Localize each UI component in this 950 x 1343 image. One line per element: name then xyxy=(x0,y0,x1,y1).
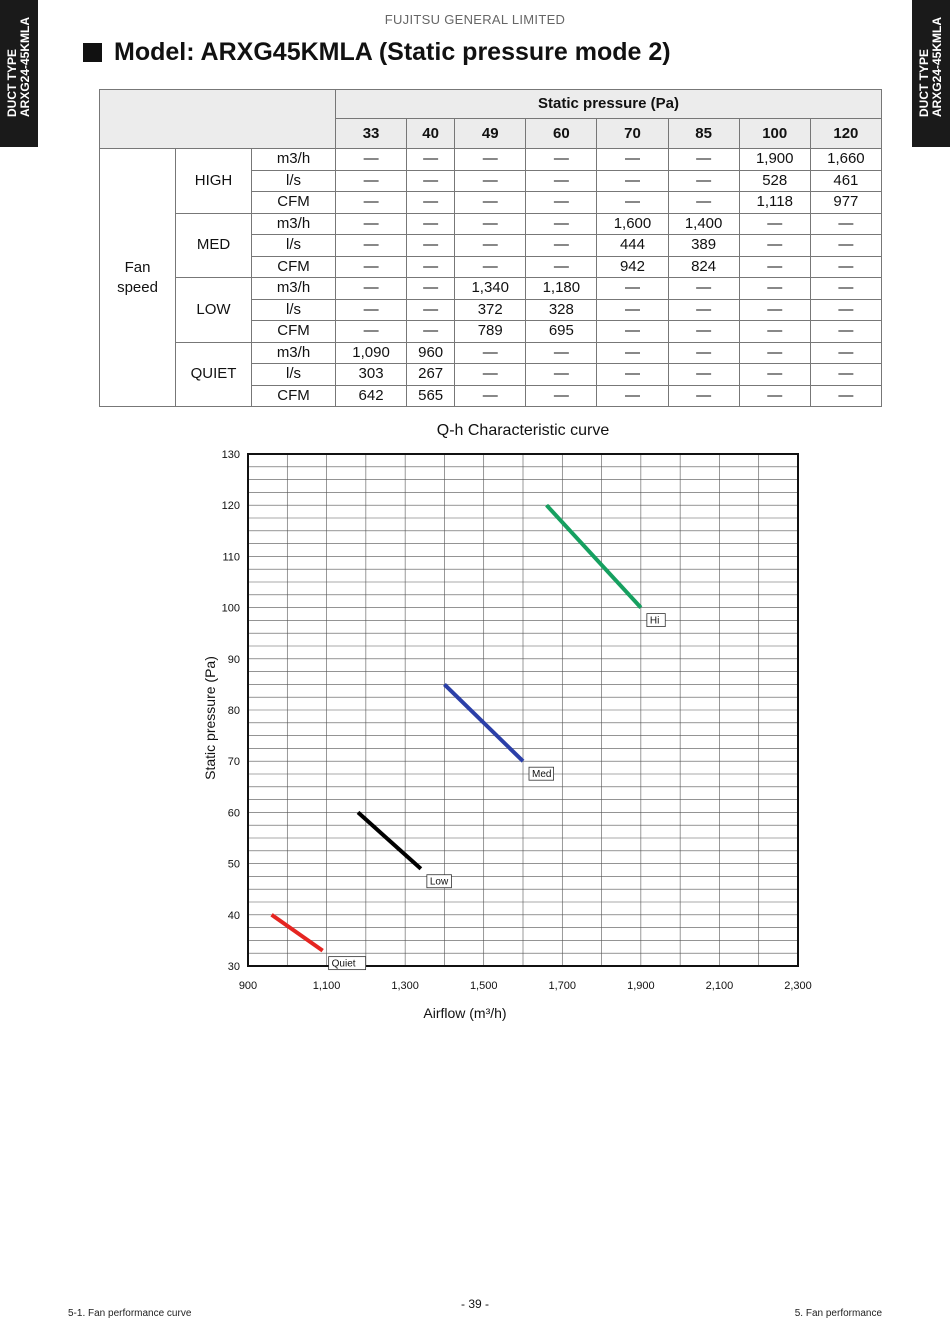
value-cell: 528 xyxy=(739,170,810,192)
value-cell: — xyxy=(810,213,881,235)
value-cell: 1,400 xyxy=(668,213,739,235)
unit-cell: CFM xyxy=(252,321,336,343)
value-cell: 942 xyxy=(597,256,668,278)
value-cell: — xyxy=(810,342,881,364)
speed-name: LOW xyxy=(176,278,252,343)
value-cell: — xyxy=(455,342,526,364)
pressure-column-header: 40 xyxy=(407,119,455,149)
value-cell: 1,090 xyxy=(336,342,407,364)
x-tick-label: 1,900 xyxy=(627,980,655,992)
unit-cell: m3/h xyxy=(252,149,336,171)
y-tick-label: 120 xyxy=(221,500,240,513)
title-text: Model: ARXG45KMLA (Static pressure mode 2) xyxy=(114,38,671,66)
unit-cell: CFM xyxy=(252,192,336,214)
table-row xyxy=(100,213,882,235)
value-cell: — xyxy=(668,321,739,343)
chart-title: Q-h Characteristic curve xyxy=(436,422,610,439)
table-row xyxy=(100,149,882,171)
y-tick-label: 60 xyxy=(227,807,240,820)
static-pressure-header: Static pressure (Pa) xyxy=(336,90,882,119)
value-cell: — xyxy=(407,192,455,214)
pressure-column-header: 33 xyxy=(336,119,407,149)
side-tab-line2: ARXG24-45KMLA xyxy=(18,16,32,117)
fan-performance-table xyxy=(99,89,882,407)
y-tick-label: 110 xyxy=(222,551,240,564)
value-cell: 303 xyxy=(336,364,407,386)
value-cell: — xyxy=(455,364,526,386)
value-cell: — xyxy=(739,321,810,343)
y-tick-label: 100 xyxy=(221,602,240,615)
value-cell: 977 xyxy=(810,192,881,214)
value-cell: — xyxy=(668,278,739,300)
y-tick-label: 130 xyxy=(221,449,240,461)
series-label-low: Low xyxy=(429,876,449,888)
value-cell: 372 xyxy=(455,299,526,321)
value-cell: — xyxy=(810,235,881,257)
x-tick-label: 900 xyxy=(238,980,258,992)
y-tick-label: 70 xyxy=(227,756,240,769)
speed-name: QUIET xyxy=(176,342,252,407)
y-tick-label: 80 xyxy=(227,705,240,717)
value-cell: — xyxy=(597,321,668,343)
series-line-low xyxy=(358,812,421,868)
value-cell: — xyxy=(526,256,597,278)
table-row xyxy=(100,342,882,364)
pressure-column-header: 60 xyxy=(526,119,597,149)
value-cell: — xyxy=(407,149,455,171)
series-label-quiet: Quiet xyxy=(331,958,356,970)
value-cell: — xyxy=(526,192,597,214)
value-cell: — xyxy=(455,385,526,407)
value-cell: — xyxy=(336,299,407,321)
value-cell: — xyxy=(455,149,526,171)
value-cell: — xyxy=(407,235,455,257)
value-cell: 642 xyxy=(336,385,407,407)
value-cell: 824 xyxy=(668,256,739,278)
value-cell: — xyxy=(810,364,881,386)
value-cell: — xyxy=(336,170,407,192)
x-tick-label: 1,300 xyxy=(391,980,419,992)
x-tick-label: 1,100 xyxy=(312,980,341,992)
value-cell: — xyxy=(597,192,668,214)
value-cell: — xyxy=(526,149,597,171)
value-cell: — xyxy=(668,149,739,171)
value-cell: — xyxy=(526,342,597,364)
value-cell: — xyxy=(810,299,881,321)
value-cell: — xyxy=(407,278,455,300)
x-tick-label: 1,700 xyxy=(548,980,577,992)
value-cell: — xyxy=(336,192,407,214)
table-row xyxy=(100,278,882,300)
value-cell: — xyxy=(336,213,407,235)
series-label-med: Med xyxy=(532,769,552,781)
value-cell: 1,180 xyxy=(526,278,597,300)
value-cell: — xyxy=(526,213,597,235)
pressure-column-header: 120 xyxy=(810,119,881,149)
value-cell: 1,118 xyxy=(739,192,810,214)
value-cell: — xyxy=(739,364,810,386)
unit-cell: m3/h xyxy=(252,278,336,300)
value-cell: 267 xyxy=(407,364,455,386)
value-cell: — xyxy=(668,385,739,407)
value-cell: — xyxy=(455,192,526,214)
value-cell: — xyxy=(407,299,455,321)
unit-cell: CFM xyxy=(252,256,336,278)
y-tick-label: 90 xyxy=(227,653,240,666)
value-cell: — xyxy=(810,385,881,407)
value-cell: — xyxy=(336,235,407,257)
value-cell: — xyxy=(739,278,810,300)
qh-chart xyxy=(195,445,815,1035)
side-tab-text xyxy=(918,17,944,117)
value-cell: — xyxy=(455,235,526,257)
value-cell: 328 xyxy=(526,299,597,321)
speed-name: HIGH xyxy=(176,149,252,214)
table-corner xyxy=(100,90,336,149)
fan-speed-label-line: Fan xyxy=(124,258,151,276)
x-axis-label: Airflow (m³/h) xyxy=(423,1005,507,1021)
y-tick-label: 40 xyxy=(227,909,240,922)
x-tick-label: 1,500 xyxy=(469,980,498,992)
side-tab-line2: ARXG24-45KMLA xyxy=(930,16,944,117)
value-cell: — xyxy=(597,278,668,300)
unit-cell: CFM xyxy=(252,385,336,407)
footer-left: 5-1. Fan performance curve xyxy=(68,1308,192,1319)
value-cell: — xyxy=(336,256,407,278)
series-line-quiet xyxy=(272,915,323,951)
unit-cell: l/s xyxy=(252,364,336,386)
pressure-column-header: 100 xyxy=(739,119,810,149)
value-cell: 389 xyxy=(668,235,739,257)
y-axis-label: Static pressure (Pa) xyxy=(202,656,218,780)
pressure-column-header: 49 xyxy=(455,119,526,149)
value-cell: 960 xyxy=(407,342,455,364)
page-title xyxy=(83,38,671,67)
value-cell: — xyxy=(597,170,668,192)
value-cell: — xyxy=(668,364,739,386)
value-cell: — xyxy=(455,213,526,235)
value-cell: — xyxy=(810,321,881,343)
pressure-column-header: 70 xyxy=(597,119,668,149)
y-tick-label: 50 xyxy=(227,858,240,871)
pressure-column-header: 85 xyxy=(668,119,739,149)
side-tab-line1: DUCT TYPE xyxy=(5,48,19,117)
value-cell: — xyxy=(336,149,407,171)
value-cell: 461 xyxy=(810,170,881,192)
value-cell: 1,660 xyxy=(810,149,881,171)
value-cell: — xyxy=(739,213,810,235)
value-cell: — xyxy=(407,256,455,278)
value-cell: — xyxy=(739,256,810,278)
value-cell: — xyxy=(597,149,668,171)
footer-right: 5. Fan performance xyxy=(794,1308,882,1319)
y-tick-label: 30 xyxy=(227,961,240,973)
value-cell: — xyxy=(739,342,810,364)
value-cell: 1,600 xyxy=(597,213,668,235)
unit-cell: m3/h xyxy=(252,342,336,364)
value-cell: 695 xyxy=(526,321,597,343)
value-cell: — xyxy=(739,385,810,407)
unit-cell: l/s xyxy=(252,170,336,192)
value-cell: — xyxy=(407,321,455,343)
value-cell: — xyxy=(526,364,597,386)
page-number: - 39 - xyxy=(460,1297,489,1311)
title-square-icon xyxy=(83,43,102,62)
value-cell: 444 xyxy=(597,235,668,257)
value-cell: — xyxy=(526,385,597,407)
company-name: FUJITSU GENERAL LIMITED xyxy=(384,12,566,27)
value-cell: — xyxy=(336,278,407,300)
fan-speed-label xyxy=(100,149,176,407)
value-cell: — xyxy=(597,364,668,386)
value-cell: — xyxy=(526,170,597,192)
value-cell: — xyxy=(597,299,668,321)
value-cell: — xyxy=(455,256,526,278)
value-cell: — xyxy=(597,385,668,407)
value-cell: 565 xyxy=(407,385,455,407)
value-cell: — xyxy=(810,278,881,300)
unit-cell: m3/h xyxy=(252,213,336,235)
side-tab-text xyxy=(6,17,32,117)
value-cell: 1,340 xyxy=(455,278,526,300)
value-cell: — xyxy=(336,321,407,343)
value-cell: 1,900 xyxy=(739,149,810,171)
value-cell: — xyxy=(810,256,881,278)
value-cell: 789 xyxy=(455,321,526,343)
value-cell: — xyxy=(668,342,739,364)
value-cell: — xyxy=(668,192,739,214)
x-tick-label: 2,300 xyxy=(784,980,812,992)
value-cell: — xyxy=(668,299,739,321)
value-cell: — xyxy=(407,170,455,192)
value-cell: — xyxy=(739,235,810,257)
value-cell: — xyxy=(407,213,455,235)
value-cell: — xyxy=(597,342,668,364)
series-label-hi: Hi xyxy=(649,615,660,627)
side-tab-line1: DUCT TYPE xyxy=(917,48,931,117)
fan-speed-label-line: speed xyxy=(117,278,158,296)
x-tick-label: 2,100 xyxy=(705,980,734,992)
speed-name: MED xyxy=(176,213,252,278)
value-cell: — xyxy=(668,170,739,192)
unit-cell: l/s xyxy=(252,235,336,257)
value-cell: — xyxy=(455,170,526,192)
unit-cell: l/s xyxy=(252,299,336,321)
value-cell: — xyxy=(526,235,597,257)
value-cell: — xyxy=(739,299,810,321)
